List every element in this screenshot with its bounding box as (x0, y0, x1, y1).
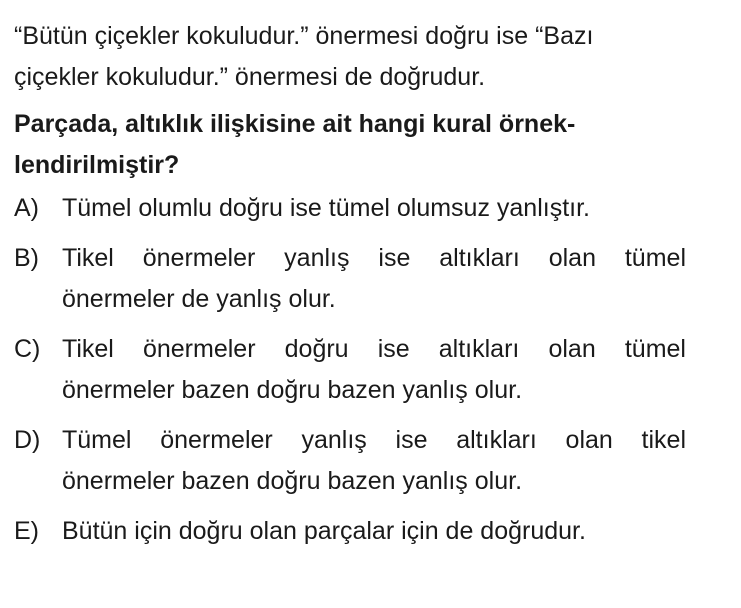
option-text-line-1: Tikel önermeler yanlış ise altıkları olan tümel (62, 244, 686, 272)
option-c[interactable] (14, 329, 686, 411)
answer-options (14, 188, 686, 552)
option-text-line-2: önermeler de yanlış olur. (62, 285, 336, 313)
option-text-line-1: Tikel önermeler doğru ise altıkları olan tümel (62, 335, 686, 363)
option-text-line-2: önermeler bazen doğru bazen yanlış olur. (62, 376, 523, 404)
question-line-2: lendirilmiştir? (14, 151, 180, 179)
passage-line-1: “Bütün çiçekler kokuludur.” önermesi doğru ise “Bazı (14, 22, 594, 50)
option-b[interactable] (14, 238, 686, 320)
option-text-line-1: Tümel önermeler yanlış ise altıkları olan tikel (62, 426, 686, 454)
option-text-line-1: Tümel olumlu doğru ise tümel olumsuz yanlıştır. (62, 194, 590, 222)
option-letter: C) (14, 335, 41, 363)
option-text (62, 511, 686, 552)
option-d[interactable] (14, 420, 686, 502)
option-text-line-2: önermeler bazen doğru bazen yanlış olur. (62, 467, 523, 495)
option-text (62, 329, 686, 411)
option-letter: D) (14, 426, 41, 454)
option-text (62, 420, 686, 502)
option-a[interactable] (14, 188, 686, 229)
option-text (62, 188, 686, 229)
option-text (62, 238, 686, 320)
passage-text (14, 16, 686, 98)
option-letter: B) (14, 244, 39, 272)
option-letter: E) (14, 517, 39, 545)
option-letter: A) (14, 194, 39, 222)
passage-line-2: çiçekler kokuludur.” önermesi de doğrudur. (14, 63, 486, 91)
option-text-line-1: Bütün için doğru olan parçalar için de doğrudur. (62, 517, 586, 545)
option-e[interactable] (14, 511, 686, 552)
question-stem (14, 104, 686, 186)
question-line-1: Parçada, altıklık ilişkisine ait hangi kural örnek- (14, 110, 576, 138)
